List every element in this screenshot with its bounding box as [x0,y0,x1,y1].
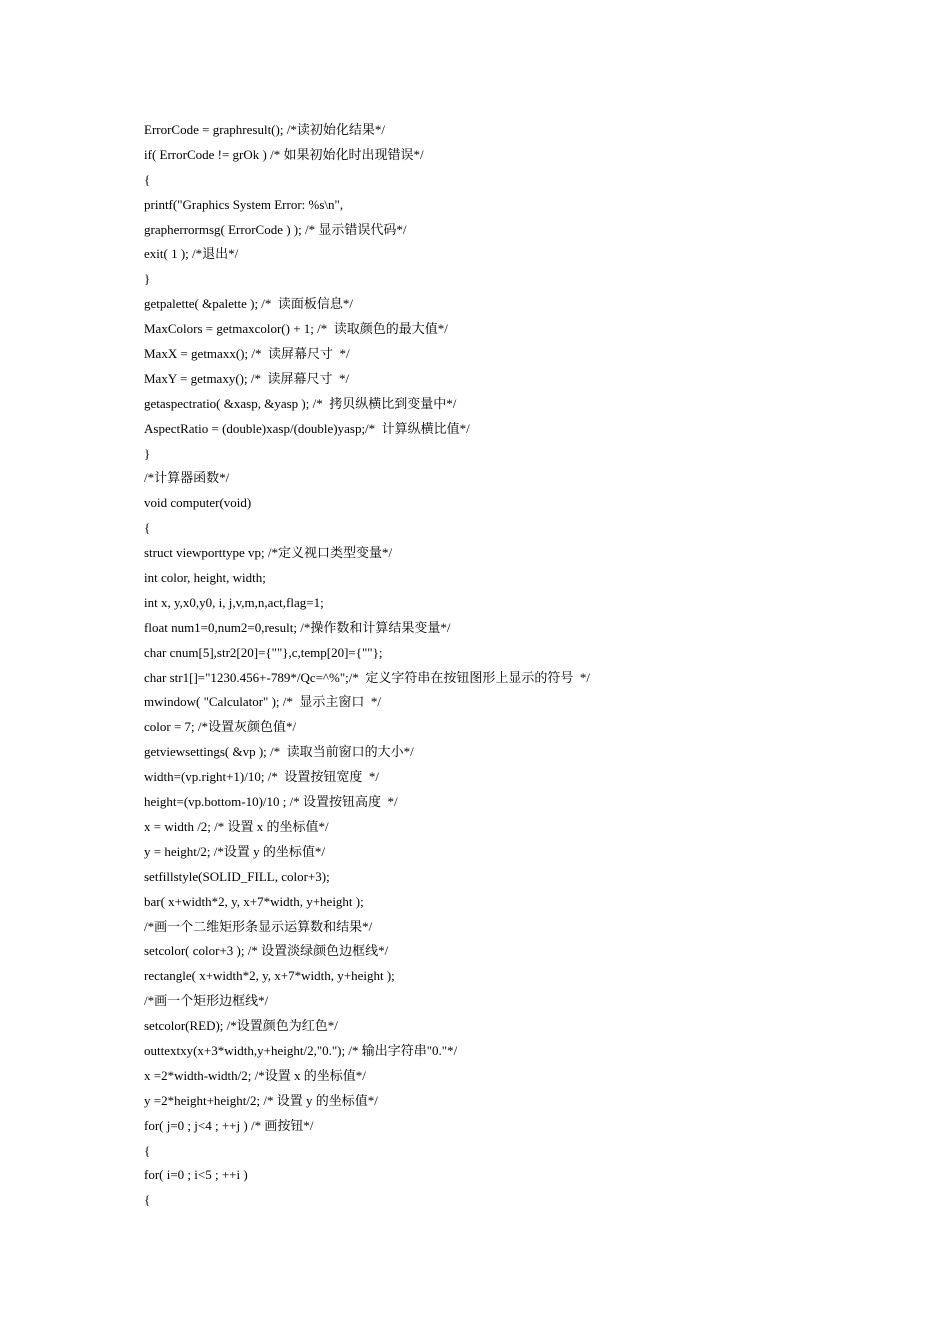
code-line: { [144,1192,151,1208]
code-listing [144,118,590,1213]
code-line: width=(vp.right+1)/10; /* 设置按钮宽度 */ [144,769,379,785]
code-line: getaspectratio( &xasp, &yasp ); /* 拷贝纵横比到变量中*/ [144,395,457,411]
code-line: } [144,445,151,461]
code-line: y =2*height+height/2; /* 设置 y 的坐标值*/ [144,1092,378,1108]
code-line: exit( 1 ); /*退出*/ [144,246,239,262]
code-line: char str1[]="1230.456+-789*/Qc=^%";/* 定义字符串在按钮图形上显示的符号 */ [144,669,590,685]
code-line: for( i=0 ; i<5 ; ++i ) [144,1167,248,1183]
code-line: MaxX = getmaxx(); /* 读屏幕尺寸 */ [144,346,350,362]
code-line: /*画一个二维矩形条显示运算数和结果*/ [144,918,373,934]
code-line: setcolor( color+3 ); /* 设置淡绿颜色边框线*/ [144,943,389,959]
code-line: /*画一个矩形边框线*/ [144,993,269,1009]
code-line: x =2*width-width/2; /*设置 x 的坐标值*/ [144,1067,366,1083]
code-line: outtextxy(x+3*width,y+height/2,"0."); /* 输出字符串"0."*/ [144,1042,458,1058]
code-line: int x, y,x0,y0, i, j,v,m,n,act,flag=1; [144,594,324,610]
code-line: { [144,1142,151,1158]
code-line: { [144,520,151,536]
code-line: y = height/2; /*设置 y 的坐标值*/ [144,843,326,859]
code-line: float num1=0,num2=0,result; /*操作数和计算结果变量*/ [144,619,451,635]
code-line: for( j=0 ; j<4 ; ++j ) /* 画按钮*/ [144,1117,314,1133]
code-line: MaxY = getmaxy(); /* 读屏幕尺寸 */ [144,370,350,386]
code-line: color = 7; /*设置灰颜色值*/ [144,719,297,735]
code-line: void computer(void) [144,495,252,511]
code-line: if( ErrorCode != grOk ) /* 如果初始化时出现错误*/ [144,146,424,162]
code-line: grapherrormsg( ErrorCode ) ); /* 显示错误代码*/ [144,221,407,237]
code-line: height=(vp.bottom-10)/10 ; /* 设置按钮高度 */ [144,794,398,810]
code-line: rectangle( x+width*2, y, x+7*width, y+height ); [144,968,395,984]
code-line: x = width /2; /* 设置 x 的坐标值*/ [144,818,329,834]
code-line: { [144,171,151,187]
code-line: ErrorCode = graphresult(); /*读初始化结果*/ [144,122,385,137]
code-line: } [144,271,151,287]
code-line: MaxColors = getmaxcolor() + 1; /* 读取颜色的最大值*/ [144,321,448,337]
code-line: printf("Graphics System Error: %s\n", [144,196,344,212]
code-line: char cnum[5],str2[20]={""},c,temp[20]={""}; [144,644,383,660]
code-line: /*计算器函数*/ [144,470,230,486]
code-line: int color, height, width; [144,570,266,586]
code-line: AspectRatio = (double)xasp/(double)yasp;/* 计算纵横比值*/ [144,420,470,436]
code-line: mwindow( "Calculator" ); /* 显示主窗口 */ [144,694,382,710]
code-line: setfillstyle(SOLID_FILL, color+3); [144,868,330,884]
code-line: getviewsettings( &vp ); /* 读取当前窗口的大小*/ [144,744,414,760]
code-line: struct viewporttype vp; /*定义视口类型变量*/ [144,545,393,561]
code-line: getpalette( &palette ); /* 读面板信息*/ [144,296,354,312]
code-line: setcolor(RED); /*设置颜色为红色*/ [144,1018,338,1034]
code-line: bar( x+width*2, y, x+7*width, y+height ); [144,893,364,909]
